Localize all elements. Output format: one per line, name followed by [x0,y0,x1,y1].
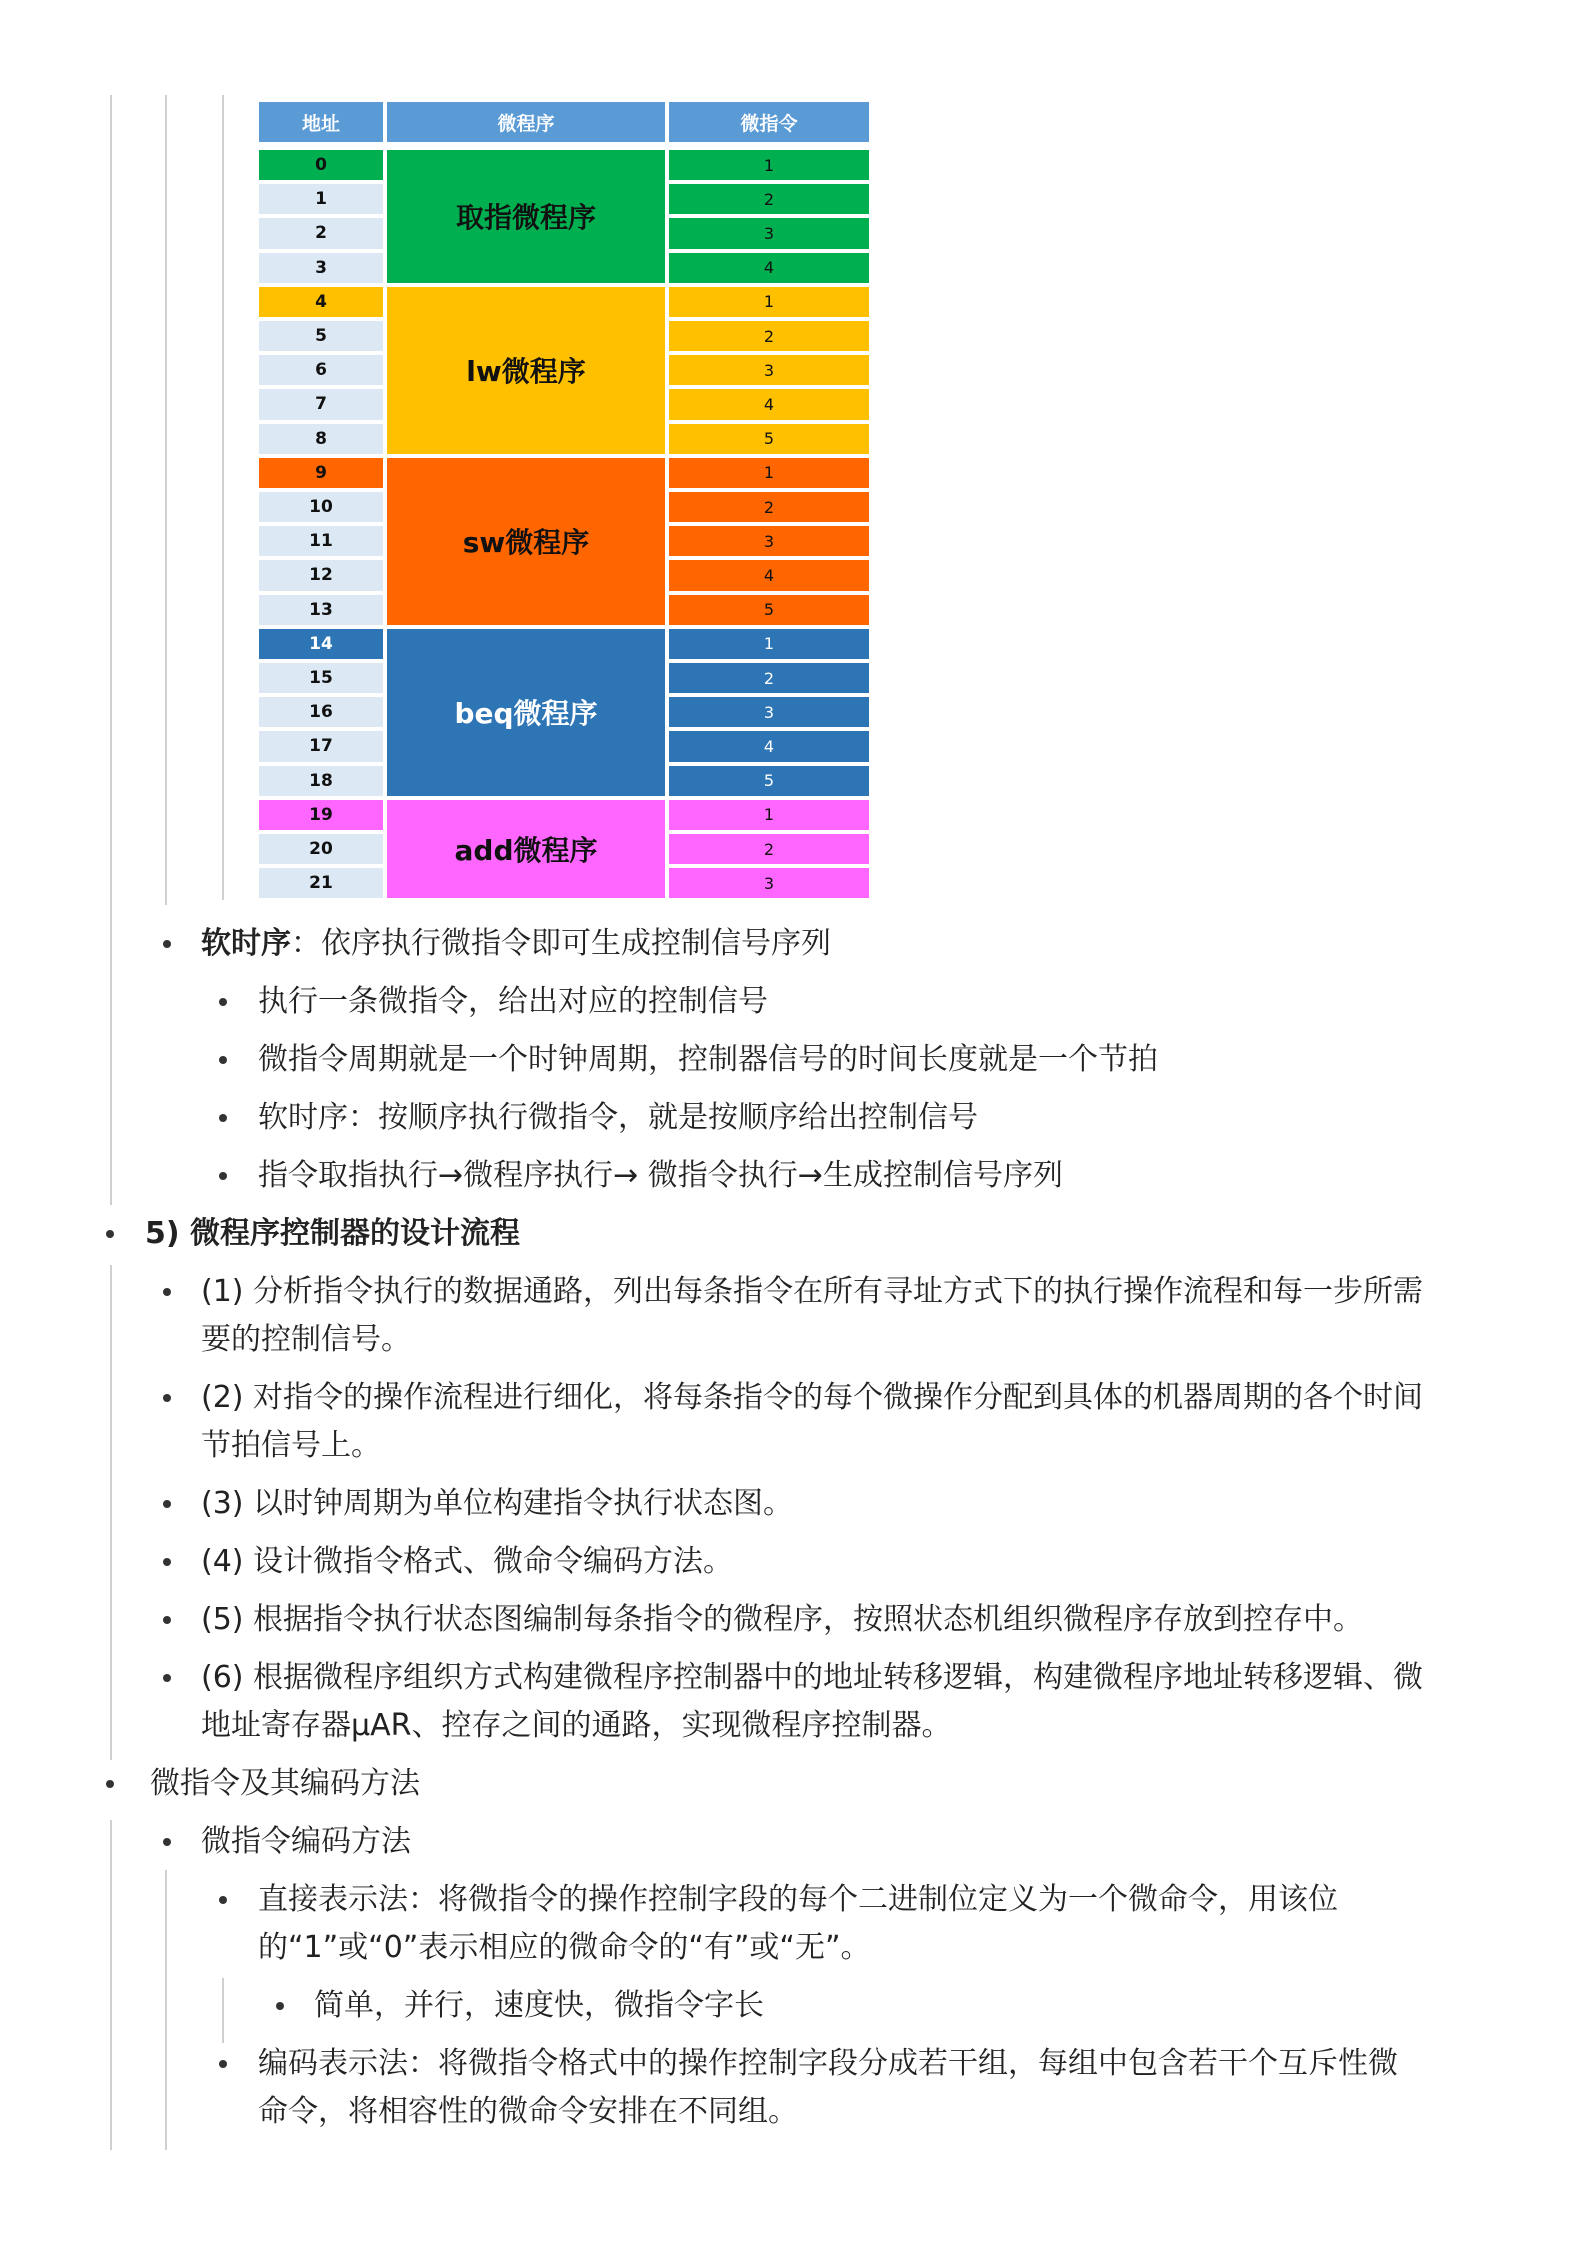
address-cell: 11 [257,524,385,558]
address-cell: 17 [257,729,385,763]
micro-instruction-cell: 3 [667,695,871,729]
address-cell: 8 [257,422,385,456]
bullet [219,998,227,1006]
soft-timing-item: 指令取指执行→微程序执行→ 微指令执行→生成控制信号序列 [258,1158,1063,1193]
bullet [163,940,171,948]
micro-program-cell: 取指微程序 [385,148,667,285]
micro-instruction-cell: 2 [667,182,871,216]
micro-program-cell: sw微程序 [385,456,667,627]
design-step-2: (2) 对指令的操作流程进行细化，将每条指令的每个微操作分配到具体的机器周期的各个时间 [201,1380,1424,1415]
encoding-subtitle: 微指令编码方法 [201,1824,411,1859]
micro-instruction-cell: 4 [667,729,871,763]
bullet [219,1114,227,1122]
micro-instruction-cell: 5 [667,764,871,798]
indent-guide-3 [222,95,224,900]
micro-instruction-cell: 4 [667,251,871,285]
bullet [106,1230,114,1238]
soft-timing-item: 执行一条微指令，给出对应的控制信号 [258,984,768,1019]
soft-timing-item: 微指令周期就是一个时钟周期，控制器信号的时间长度就是一个节拍 [258,1042,1158,1077]
address-cell: 9 [257,456,385,490]
micro-instruction-cell: 2 [667,832,871,866]
bullet [163,1616,171,1624]
bullet [219,1056,227,1064]
design-step-5: (5) 根据指令执行状态图编制每条指令的微程序，按照状态机组织微程序存放到控存中。 [201,1602,1364,1637]
micro-instruction-cell: 4 [667,558,871,592]
micro-instruction-cell: 1 [667,148,871,182]
micro-instruction-cell: 4 [667,387,871,421]
design-step-1: (1) 分析指令执行的数据通路，列出每条指令在所有寻址方式下的执行操作流程和每一步所需 [201,1274,1424,1309]
bullet [219,2060,227,2068]
bullet [163,1288,171,1296]
bullet [163,1838,171,1846]
micro-instruction-cell: 3 [667,524,871,558]
micro-instruction-cell: 1 [667,285,871,319]
table-header-cell: 微指令 [667,100,871,144]
micro-instruction-cell: 3 [667,866,871,900]
indent-guide-4 [110,1265,112,1760]
address-cell: 19 [257,798,385,832]
address-cell: 16 [257,695,385,729]
micro-program-cell: lw微程序 [385,285,667,456]
design-step-3: (3) 以时钟周期为单位构建指令执行状态图。 [201,1486,794,1521]
micro-program-cell: add微程序 [385,798,667,901]
address-cell: 21 [257,866,385,900]
soft-timing-label: 软时序 [201,926,291,961]
soft-timing-text: ：依序执行微指令即可生成控制信号序列 [291,926,831,961]
table-header-cell: 微程序 [385,100,667,144]
micro-instruction-cell: 5 [667,422,871,456]
soft-timing-item: 软时序：按顺序执行微指令，就是按顺序给出控制信号 [258,1100,978,1135]
design-step-1-cont: 要的控制信号。 [201,1322,411,1357]
indent-guide-7 [222,1978,224,2043]
address-cell: 7 [257,387,385,421]
indent-guide-1 [110,95,112,1205]
soft-timing-line [201,920,831,968]
design-step-6-cont: 地址寄存器μAR、控存之间的通路，实现微程序控制器。 [201,1708,952,1743]
direct-encoding-note: 简单，并行，速度快，微指令字长 [314,1988,764,2023]
coded-encoding-cont: 命令，将相容性的微命令安排在不同组。 [258,2094,798,2129]
address-cell: 0 [257,148,385,182]
indent-guide-6 [165,1870,167,2150]
address-cell: 4 [257,285,385,319]
bullet [163,1394,171,1402]
bullet [163,1674,171,1682]
design-step-4: (4) 设计微指令格式、微命令编码方法。 [201,1544,734,1579]
bullet [163,1558,171,1566]
micro-instruction-cell: 2 [667,319,871,353]
micro-program-cell: beq微程序 [385,627,667,798]
design-flow-title: 5) 微程序控制器的设计流程 [145,1216,521,1251]
micro-instruction-cell: 3 [667,353,871,387]
encoding-title: 微指令及其编码方法 [150,1766,420,1801]
address-cell: 6 [257,353,385,387]
address-cell: 5 [257,319,385,353]
address-cell: 12 [257,558,385,592]
micro-instruction-cell: 5 [667,593,871,627]
micro-instruction-cell: 3 [667,216,871,250]
address-cell: 3 [257,251,385,285]
bullet [219,1896,227,1904]
micro-instruction-cell: 1 [667,456,871,490]
design-step-2-cont: 节拍信号上。 [201,1428,381,1463]
micro-instruction-cell: 1 [667,798,871,832]
micro-instruction-cell: 1 [667,627,871,661]
design-step-6: (6) 根据微程序组织方式构建微程序控制器中的地址转移逻辑，构建微程序地址转移逻辑、微 [201,1660,1424,1695]
direct-encoding-cont: 的“1”或“0”表示相应的微命令的“有”或“无”。 [258,1930,871,1965]
coded-encoding: 编码表示法：将微指令格式中的操作控制字段分成若干组，每组中包含若干个互斥性微 [258,2046,1398,2081]
address-cell: 14 [257,627,385,661]
address-cell: 10 [257,490,385,524]
address-cell: 1 [257,182,385,216]
address-cell: 18 [257,764,385,798]
bullet [163,1500,171,1508]
indent-guide-2 [165,95,167,905]
table-header-cell: 地址 [257,100,385,144]
bullet [106,1780,114,1788]
address-cell: 15 [257,661,385,695]
bullet [276,2002,284,2010]
direct-encoding: 直接表示法：将微指令的操作控制字段的每个二进制位定义为一个微命令，用该位 [258,1882,1338,1917]
bullet [219,1172,227,1180]
micro-program-table [257,100,871,900]
address-cell: 13 [257,593,385,627]
micro-instruction-cell: 2 [667,661,871,695]
indent-guide-5 [110,1820,112,2150]
micro-instruction-cell: 2 [667,490,871,524]
address-cell: 2 [257,216,385,250]
address-cell: 20 [257,832,385,866]
